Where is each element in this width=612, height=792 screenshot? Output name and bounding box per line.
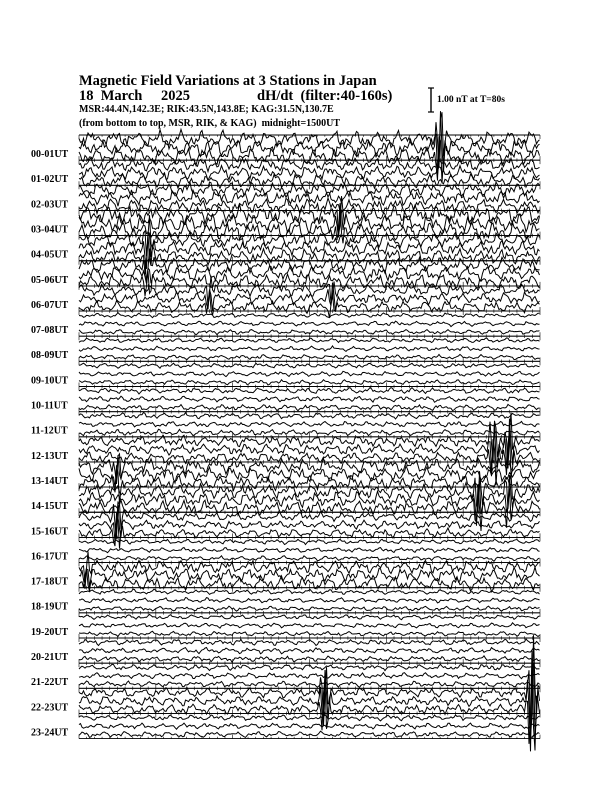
hour-label: 19-20UT (31, 626, 69, 638)
trace-rik (79, 598, 540, 603)
hour-label: 22-23UT (31, 702, 69, 714)
hour-label: 11-12UT (31, 425, 68, 437)
hour-label: 21-22UT (31, 677, 69, 689)
trace-rik (79, 321, 540, 326)
hour-label: 13-14UT (31, 475, 69, 487)
filter-label: (filter:40-160s) (300, 88, 393, 104)
trace-rik (79, 346, 540, 352)
trace-rik (79, 548, 540, 553)
scale-bar-label: 1.00 nT at T=80s (437, 95, 505, 105)
hour-label: 00-01UT (31, 149, 69, 160)
order-note: (from bottom to top, MSR, RIK, & KAG) (79, 118, 257, 129)
date-day: 18 (79, 88, 94, 104)
hour-label: 10-11UT (31, 400, 68, 412)
quantity-label: dH/dt (257, 88, 294, 104)
hour-label: 08-09UT (31, 350, 69, 362)
date-month: March (100, 88, 143, 104)
date-year: 2025 (161, 88, 190, 104)
hour-label: 12-13UT (31, 450, 69, 462)
hour-label: 05-06UT (31, 274, 69, 286)
trace-msr (79, 380, 540, 385)
hour-label: 04-05UT (31, 249, 69, 261)
trace-kag (79, 664, 540, 670)
trace-kag (79, 639, 540, 646)
trace-rik (79, 371, 540, 376)
trace-rik (79, 673, 540, 679)
trace-rik (79, 396, 540, 402)
trace-rik (79, 475, 540, 526)
station-coordinates: MSR:44.4N,142.3E; RIK:43.5N,143.8E; KAG:31.5N,130.7E (79, 104, 334, 115)
trace-kag (79, 552, 540, 583)
scale-bar (428, 88, 434, 112)
hour-label: 18-19UT (31, 601, 69, 613)
hour-label: 17-18UT (31, 576, 69, 588)
hour-label: 14-15UT (31, 501, 69, 513)
trace-rik (79, 166, 540, 181)
hour-label: 15-16UT (31, 526, 69, 538)
hour-label: 02-03UT (31, 199, 69, 211)
trace-msr (79, 513, 540, 549)
trace-rik (79, 421, 540, 427)
hour-label: 03-04UT (31, 224, 69, 236)
hour-label: 07-08UT (31, 325, 69, 337)
hour-label: 06-07UT (31, 299, 69, 311)
hour-label: 01-02UT (31, 174, 69, 186)
hour-label: 20-21UT (31, 652, 69, 663)
trace-rik (79, 648, 540, 654)
hour-labels (31, 149, 69, 738)
chart-title: Magnetic Field Variations at 3 Stations in Japan (79, 73, 377, 89)
hour-label: 09-10UT (31, 375, 69, 387)
trace-rik (79, 623, 540, 628)
midnight-note: midnight=1500UT (261, 118, 341, 129)
hour-label: 23-24UT (31, 727, 69, 739)
trace-rik (79, 723, 540, 729)
hour-label: 16-17UT (31, 551, 69, 563)
